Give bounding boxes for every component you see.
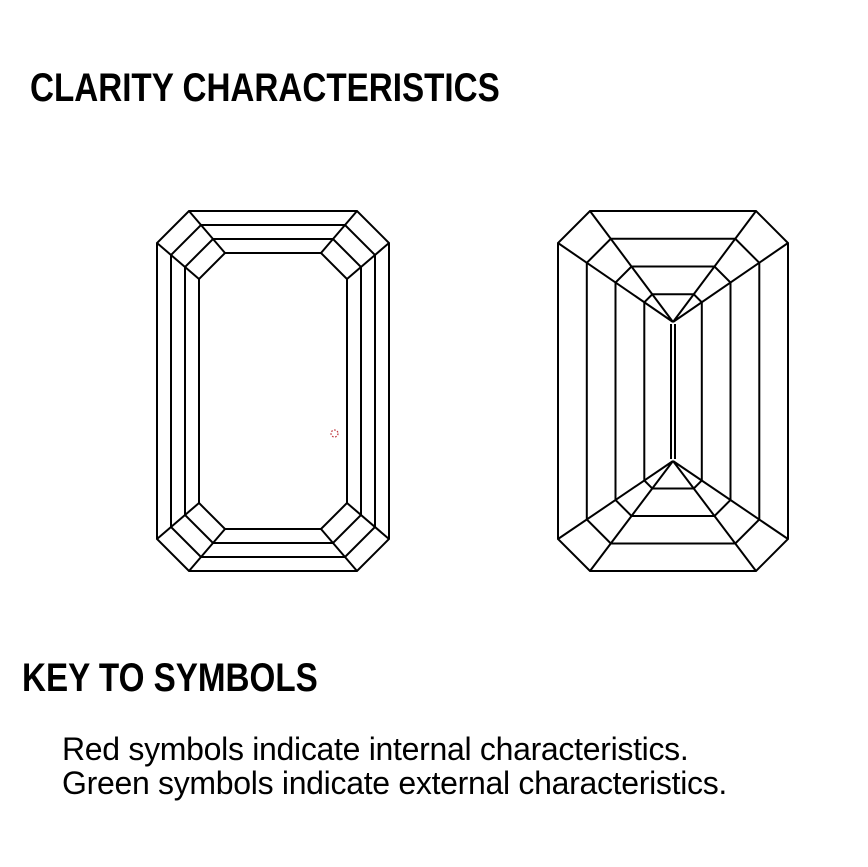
crown-step-outline-1 [171,225,375,557]
key-to-symbols-heading: KEY TO SYMBOLS [22,656,318,700]
pavilion-view-diagram [558,211,788,571]
internal-characteristic-symbol-icon [331,430,338,437]
key-external-line: Green symbols indicate external characteristics. [62,765,727,801]
key-internal-line: Red symbols indicate internal characteristics. [62,731,689,767]
crown-corner-facet-lines [157,211,389,571]
crown-view-diagram [157,211,389,571]
pavilion-step-outline-1 [587,239,760,544]
crown-table-outline [199,253,347,529]
key-to-symbols-text [62,732,727,800]
crown-step-outline-2 [185,239,361,543]
crown-girdle-outline [157,211,389,571]
pavilion-step-outline-3 [644,294,702,488]
pavilion-step-outline-2 [616,267,731,517]
page-title: CLARITY CHARACTERISTICS [30,66,500,110]
pavilion-keel-line [671,324,675,459]
